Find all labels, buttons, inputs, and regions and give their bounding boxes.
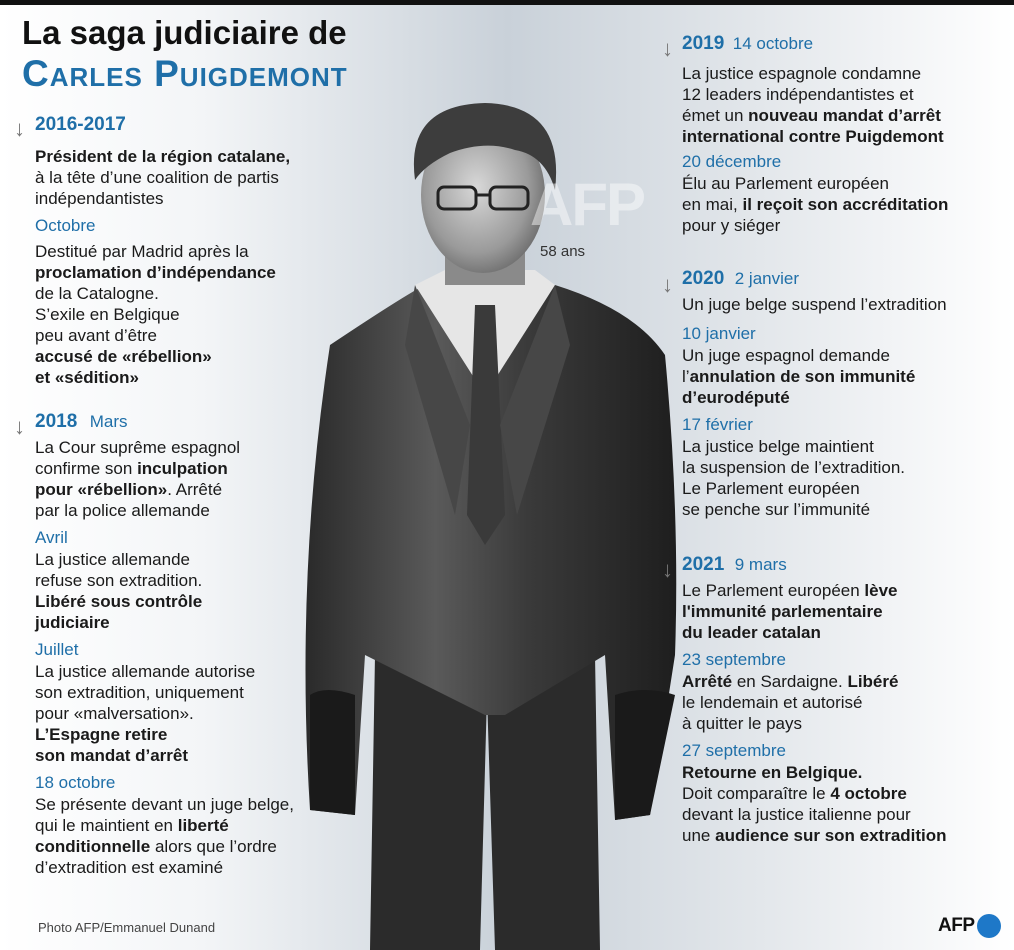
timeline-arrow-icon: ↓ — [14, 116, 25, 141]
text-block: La justice allemande autorise son extradition, uniquement pour «malversation». L’Espagne retire son mandat d’arrêt — [35, 662, 256, 765]
timeline-arrow-icon: ↓ — [14, 414, 25, 439]
year-label: 2016-2017 — [35, 114, 126, 135]
text-block: Un juge espagnol demande l’annulation de son immunité d’eurodéputé — [682, 346, 916, 407]
date-label: 17 février — [682, 415, 753, 434]
timeline-arrow-icon: ↓ — [662, 36, 673, 61]
text-block: La justice espagnole condamne 12 leaders indépendantistes et émet un nouveau mandat d’arrêt international contre Puigdemont — [682, 64, 944, 146]
year-label: 2020 — [682, 268, 725, 289]
afp-logo-dot-icon — [977, 914, 1001, 938]
afp-watermark: AFP — [530, 171, 644, 238]
section-2020 — [682, 268, 1002, 520]
date-label: Octobre — [35, 216, 96, 235]
section-2016-2017 — [35, 114, 335, 388]
page-title — [22, 14, 348, 96]
text-block: Destitué par Madrid après la proclamation d’indépendance de la Catalogne. S’exile en Belgique peu avant d’être accusé de «rébellion» et «sédition» — [35, 242, 276, 387]
date-label: 14 octobre — [732, 34, 814, 53]
date-label: 9 mars — [734, 555, 787, 574]
text-block: Le Parlement européen lève l'immunité parlementaire du leader catalan — [682, 581, 898, 642]
year-label: 2018 — [35, 411, 78, 432]
photo-credit: Photo AFP/Emmanuel Dunand — [38, 920, 216, 935]
date-label: 23 septembre — [682, 650, 786, 669]
section-2018 — [35, 411, 345, 878]
text-block: Président de la région catalane, à la tête d’une coalition de partis indépendantistes — [35, 147, 291, 208]
title-line-2: Carles Puigdemont — [22, 53, 348, 94]
age-label: 58 ans — [540, 243, 586, 260]
text-block: Se présente devant un juge belge, qui le maintient en liberté conditionnelle alors que l’ordre d’extradition est examiné — [35, 795, 294, 877]
date-label: 18 octobre — [35, 773, 116, 792]
text-block: Arrêté en Sardaigne. Libéré le lendemain et autorisé à quitter le pays — [682, 672, 899, 733]
date-label: 20 décembre — [682, 152, 782, 171]
text-block: Retourne en Belgique. Doit comparaître le 4 octobre devant la justice italienne pour une audience sur son extradition — [682, 763, 947, 845]
date-label: 10 janvier — [682, 324, 756, 343]
date-label: 2 janvier — [734, 269, 799, 288]
date-label: Juillet — [35, 640, 79, 659]
afp-logo-text: AFP — [938, 915, 975, 936]
afp-logo — [938, 912, 1001, 940]
text-block: La justice allemande refuse son extradition. Libéré sous contrôle judiciaire — [35, 550, 203, 632]
text-block: Un juge belge suspend l’extradition — [682, 295, 947, 314]
section-2019 — [682, 33, 1002, 236]
year-label: 2021 — [682, 554, 725, 575]
text-block: La justice belge maintient la suspension de l’extradition. Le Parlement européen se penche sur l’immunité — [682, 437, 906, 519]
title-line-1: La saga judiciaire de — [22, 14, 347, 51]
timeline-arrow-icon: ↓ — [662, 557, 673, 582]
year-label: 2019 — [682, 33, 725, 54]
date-label: 27 septembre — [682, 741, 786, 760]
timeline-arrow-icon: ↓ — [662, 272, 673, 297]
text-block: Élu au Parlement européen en mai, il reçoit son accréditation pour y siéger — [682, 174, 949, 235]
top-bar — [0, 0, 1014, 5]
text-block: La Cour suprême espagnol confirme son inculpation pour «rébellion». Arrêté par la police allemande — [35, 438, 241, 520]
date-label: Avril — [35, 528, 68, 547]
section-2021 — [682, 554, 1002, 846]
date-label: Mars — [89, 412, 128, 431]
